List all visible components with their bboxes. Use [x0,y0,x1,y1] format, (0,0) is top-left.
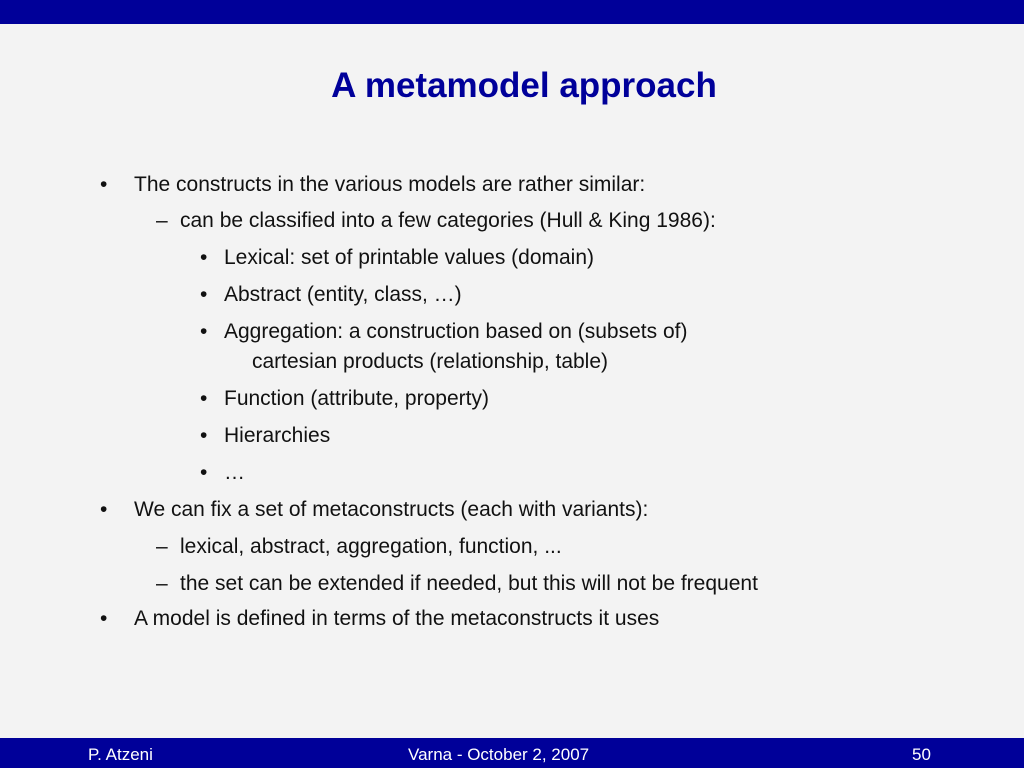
sub-bullet-text: the set can be extended if needed, but this will not be frequent [180,572,758,595]
sub-sub-bullet-marker: • [200,283,208,306]
sub-sub-bullet-text: Function (attribute, property) [224,387,489,410]
slide-title: A metamodel approach [331,66,717,105]
bullet-marker: • [100,607,108,630]
bullet-text: A model is defined in terms of the metaconstructs it uses [134,607,660,630]
footer-page-number: 50 [912,745,931,764]
sub-sub-bullet-text: Hierarchies [224,424,331,447]
sub-sub-bullet-text: … [224,461,245,484]
sub-sub-bullet-marker: • [200,387,208,410]
sub-sub-bullet-marker: • [200,461,208,484]
sub-sub-bullet-marker: • [200,320,208,343]
sub-sub-bullet-text: Lexical: set of printable values (domain) [224,246,595,269]
sub-sub-bullet-continuation: cartesian products (relationship, table) [252,350,609,373]
sub-sub-bullet-marker: • [200,246,208,269]
sub-sub-bullet-marker: • [200,424,208,447]
bullet-text: The constructs in the various models are rather similar: [134,173,646,196]
sub-bullet-text: can be classified into a few categories (Hull & King 1986): [180,209,716,232]
bullet-marker: • [100,173,108,196]
bullet-text: We can fix a set of metaconstructs (each with variants): [134,498,649,521]
sub-sub-bullet-text: Aggregation: a construction based on (subsets of) [224,320,688,343]
bullet-marker: • [100,498,108,521]
sub-bullet-marker: – [156,535,168,558]
footer-author: P. Atzeni [88,745,153,764]
sub-bullet-text: lexical, abstract, aggregation, function, ... [180,535,562,558]
footer-event: Varna - October 2, 2007 [408,745,590,764]
sub-bullet-marker: – [156,572,168,595]
sub-bullet-marker: – [156,209,168,232]
footer-bar [0,738,1024,768]
sub-sub-bullet-text: Abstract (entity, class, …) [224,283,462,306]
